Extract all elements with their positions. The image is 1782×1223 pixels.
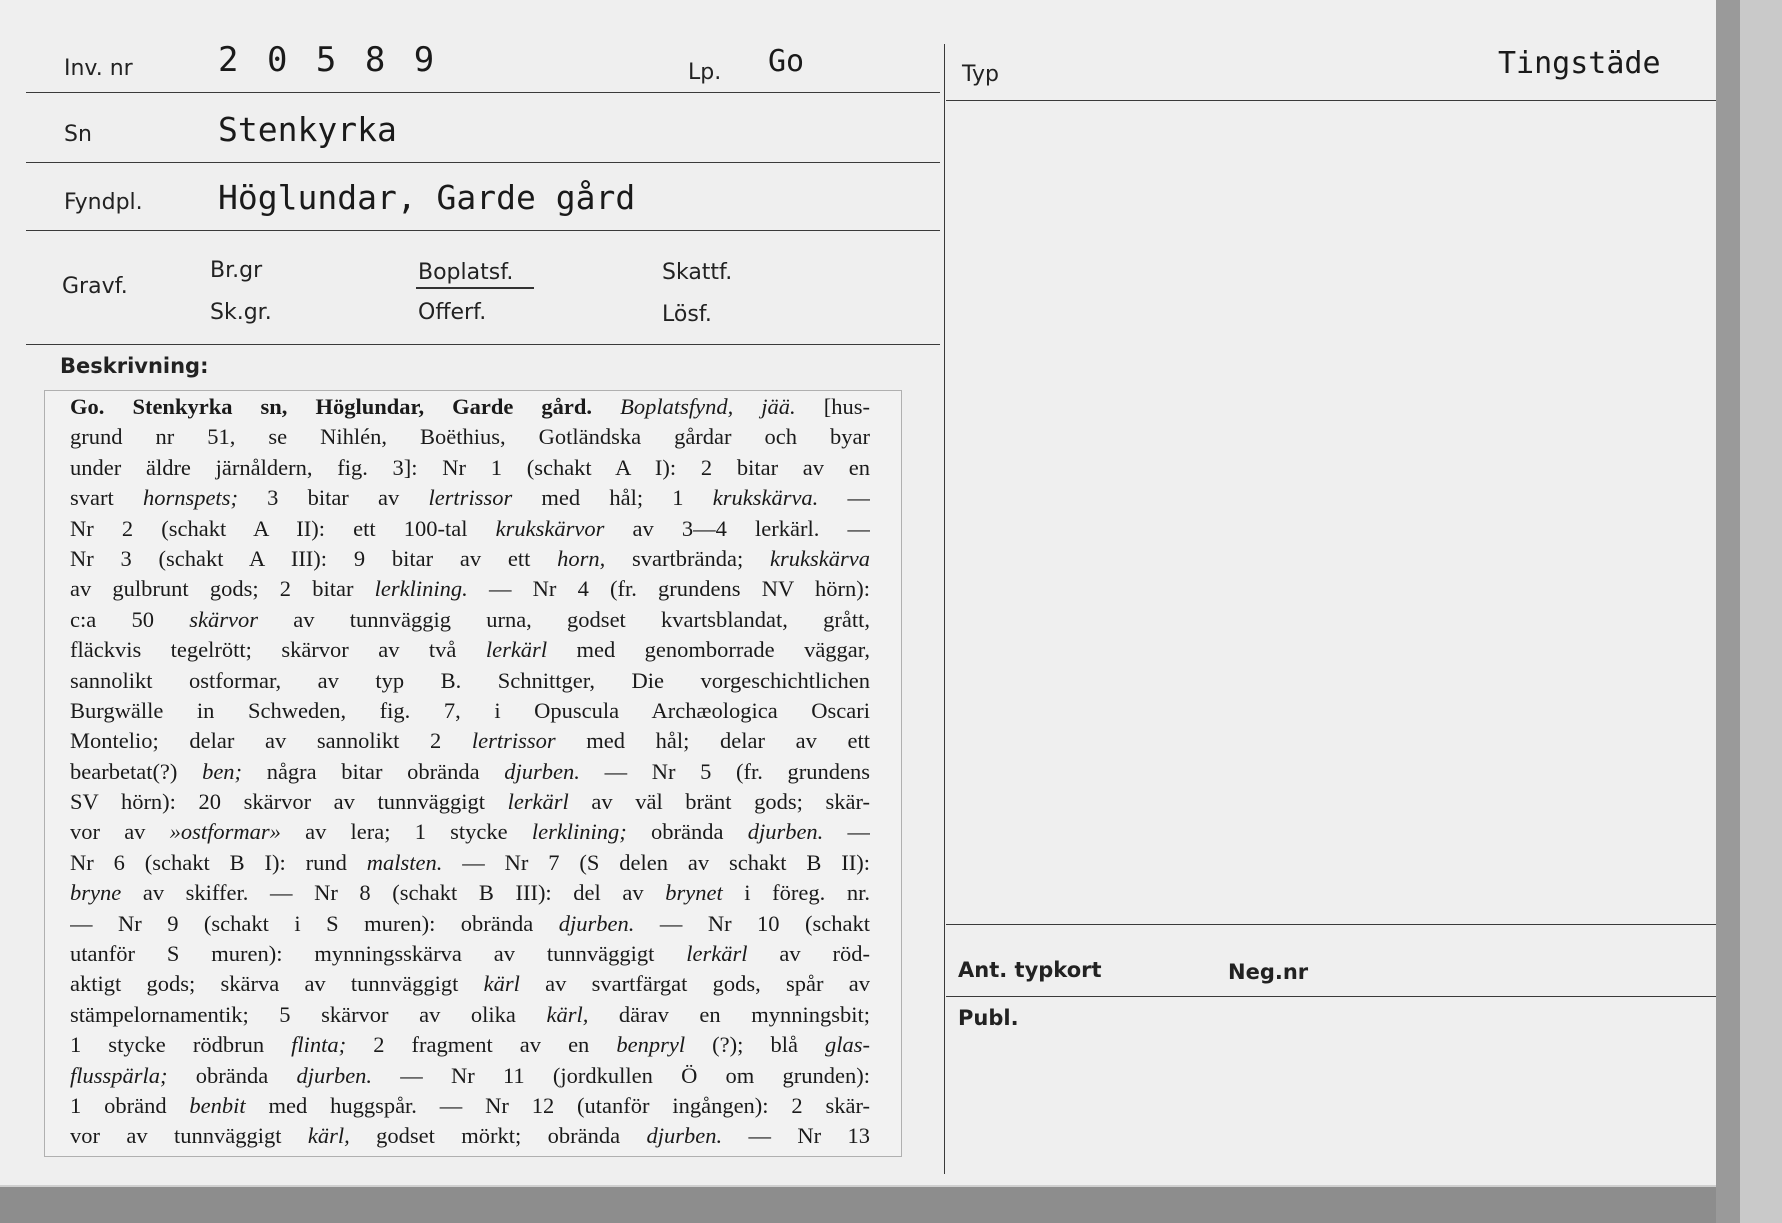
description-segment: krukskärva. bbox=[712, 485, 819, 511]
description-segment: lerklining. bbox=[374, 576, 468, 602]
description-segment: (?); blå bbox=[685, 1032, 825, 1058]
description-segment: 1 stycke rödbrun bbox=[70, 1032, 292, 1058]
description-line bbox=[70, 1091, 870, 1121]
inv-nr-value: 2 0 5 8 9 bbox=[218, 40, 439, 80]
description-segment: ben; bbox=[202, 758, 243, 784]
description-segment: SV hörn): 20 skärvor av tunnväggigt bbox=[70, 789, 508, 815]
scan-edge bbox=[0, 1187, 1716, 1223]
losf-label: Lösf. bbox=[662, 302, 712, 327]
description-line bbox=[70, 422, 870, 452]
description-line bbox=[70, 392, 870, 422]
description-segment: obrända bbox=[626, 819, 748, 845]
description-segment: — Nr 9 (schakt i S muren): obrända bbox=[70, 910, 559, 936]
description-segment: i föreg. nr. bbox=[722, 880, 870, 906]
description-segment: med genomborrade väggar, bbox=[547, 637, 870, 663]
description-segment: lertrissor bbox=[428, 485, 513, 511]
typ-value: Tingstäde bbox=[1498, 46, 1661, 81]
description-segment: utanför S muren): mynningsskärva av tunnväggigt bbox=[70, 941, 687, 967]
sn-value: Stenkyrka bbox=[218, 110, 397, 149]
description-line bbox=[70, 787, 870, 817]
description-segment: flusspärla; bbox=[70, 1062, 168, 1088]
typ-label: Typ bbox=[962, 62, 999, 87]
description-text bbox=[70, 392, 870, 1152]
description-segment: därav en mynningsbit; bbox=[588, 1001, 870, 1027]
description-line bbox=[70, 635, 870, 665]
description-segment: »ostformar» bbox=[169, 819, 281, 845]
description-segment: svartbrända; bbox=[605, 545, 771, 571]
description-segment: — bbox=[818, 485, 870, 511]
sk-gr-label: Sk.gr. bbox=[210, 300, 272, 325]
divider bbox=[946, 924, 1716, 925]
description-line bbox=[70, 848, 870, 878]
description-segment: djurben. bbox=[558, 910, 635, 936]
neg-nr-label: Neg.nr bbox=[1228, 960, 1309, 984]
description-line bbox=[70, 453, 870, 483]
description-segment: godset mörkt; obrända bbox=[349, 1123, 647, 1149]
description-segment: skärvor bbox=[189, 606, 258, 632]
description-segment: av tunnväggig urna, godset kvartsblandat, grått, bbox=[257, 606, 870, 632]
gravf-label: Gravf. bbox=[62, 274, 128, 299]
description-segment: av skiffer. — Nr 8 (schakt B III): del av bbox=[121, 880, 666, 906]
description-line bbox=[70, 544, 870, 574]
publ-label: Publ. bbox=[958, 1006, 1019, 1030]
fyndpl-value: Höglundar, Garde gård bbox=[218, 178, 636, 217]
description-segment: brynet bbox=[665, 880, 723, 906]
description-segment: benpryl bbox=[616, 1032, 686, 1058]
description-segment: krukskärva bbox=[770, 545, 870, 571]
description-segment: obrända bbox=[167, 1062, 297, 1088]
divider bbox=[26, 92, 940, 93]
description-segment: krukskärvor bbox=[495, 515, 605, 541]
divider bbox=[26, 344, 940, 345]
description-segment: fläckvis tegelrött; skärvor av två bbox=[70, 637, 486, 663]
description-segment: lerkärl bbox=[485, 637, 548, 663]
description-segment: — bbox=[823, 819, 870, 845]
description-segment: horn, bbox=[557, 545, 606, 571]
boplatsf-underline bbox=[416, 287, 534, 289]
divider bbox=[26, 162, 940, 163]
ant-typkort-label: Ant. typkort bbox=[958, 958, 1102, 982]
description-segment: 3 bitar av bbox=[237, 485, 429, 511]
description-segment: — Nr 13 bbox=[722, 1123, 870, 1149]
description-segment: svart bbox=[70, 485, 143, 511]
description-line bbox=[70, 1000, 870, 1030]
column-divider bbox=[944, 44, 945, 1174]
description-line bbox=[70, 605, 870, 635]
description-segment: — Nr 7 (S delen av schakt B II): bbox=[442, 849, 870, 875]
description-line bbox=[70, 666, 870, 696]
description-segment: djurben. bbox=[646, 1123, 723, 1149]
description-line bbox=[70, 969, 870, 999]
description-segment: lerkärl bbox=[686, 941, 748, 967]
description-segment: hornspets; bbox=[142, 485, 238, 511]
skattf-label: Skattf. bbox=[662, 260, 733, 285]
description-segment: vor av tunnväggigt bbox=[70, 1123, 308, 1149]
description-segment: aktigt gods; skärva av tunnväggigt bbox=[70, 971, 484, 997]
description-segment: bryne bbox=[70, 880, 122, 906]
description-segment: flinta; bbox=[291, 1032, 347, 1058]
description-line bbox=[70, 483, 870, 513]
sn-label: Sn bbox=[64, 122, 92, 147]
description-segment: malsten. bbox=[366, 849, 443, 875]
description-segment: kärl bbox=[483, 971, 520, 997]
boplatsf-label: Boplatsf. bbox=[418, 260, 514, 285]
description-line bbox=[70, 1030, 870, 1060]
description-segment: vor av bbox=[70, 819, 170, 845]
description-segment: djurben. bbox=[747, 819, 824, 845]
divider bbox=[26, 230, 940, 231]
scan-edge bbox=[1740, 0, 1782, 1223]
description-segment: 1 obränd bbox=[70, 1092, 190, 1118]
description-segment: med hål; 1 bbox=[512, 485, 713, 511]
description-segment: lerkärl bbox=[507, 789, 569, 815]
description-segment: av svartfärgat gods, spår av bbox=[519, 971, 870, 997]
lp-value: Go bbox=[768, 44, 805, 79]
description-segment: Boplatsfynd, jää. bbox=[620, 394, 796, 419]
description-segment: lertrissor bbox=[471, 728, 556, 754]
description-segment: Burgwälle in Schweden, fig. 7, i Opuscula Archæologica Oscari bbox=[70, 697, 870, 723]
description-segment: 2 fragment av en bbox=[346, 1032, 617, 1058]
description-segment: djurben. bbox=[504, 758, 580, 784]
divider bbox=[946, 996, 1716, 997]
description-line bbox=[70, 1121, 870, 1151]
fyndpl-label: Fyndpl. bbox=[64, 190, 143, 215]
description-segment: Nr 6 (schakt B I): rund bbox=[70, 849, 367, 875]
description-segment: stämpelornamentik; 5 skärvor av olika bbox=[70, 1001, 547, 1027]
description-line bbox=[70, 726, 870, 756]
description-segment: — Nr 10 (schakt bbox=[634, 910, 870, 936]
description-segment: av röd- bbox=[747, 941, 870, 967]
description-segment: djurben. bbox=[296, 1062, 373, 1088]
description-segment: Montelio; delar av sannolikt 2 bbox=[70, 728, 472, 754]
description-segment: kärl, bbox=[546, 1001, 589, 1027]
description-segment: Go. Stenkyrka sn, Höglundar, Garde gård. bbox=[70, 394, 593, 419]
description-line bbox=[70, 909, 870, 939]
description-segment: Nr 2 (schakt A II): ett 100-tal bbox=[70, 515, 496, 541]
description-segment: [hus- bbox=[795, 394, 870, 419]
description-segment: — Nr 5 (fr. grundens bbox=[579, 758, 870, 784]
description-segment: av väl bränt gods; skär- bbox=[568, 789, 870, 815]
description-line bbox=[70, 514, 870, 544]
description-line bbox=[70, 939, 870, 969]
description-segment: av 3—4 lerkärl. — bbox=[604, 515, 870, 541]
description-segment: — Nr 4 (fr. grundens NV hörn): bbox=[467, 576, 870, 602]
description-line bbox=[70, 878, 870, 908]
description-segment bbox=[592, 394, 620, 419]
description-segment: av lera; 1 stycke bbox=[280, 819, 532, 845]
description-line bbox=[70, 1061, 870, 1091]
description-segment: med huggspår. — Nr 12 (utanför ingången): 2 skär- bbox=[245, 1092, 870, 1118]
description-segment: av gulbrunt gods; 2 bitar bbox=[70, 576, 375, 602]
description-segment: lerklining; bbox=[531, 819, 627, 845]
description-line bbox=[70, 574, 870, 604]
description-segment: — Nr 11 (jordkullen Ö om grunden): bbox=[372, 1062, 870, 1088]
description-line bbox=[70, 696, 870, 726]
description-segment: Nr 3 (schakt A III): 9 bitar av ett bbox=[70, 545, 558, 571]
br-gr-label: Br.gr bbox=[210, 258, 263, 283]
description-segment: glas- bbox=[825, 1032, 870, 1058]
description-segment: med hål; delar av ett bbox=[555, 728, 870, 754]
inv-nr-label: Inv. nr bbox=[64, 56, 133, 81]
beskrivning-label: Beskrivning: bbox=[60, 354, 209, 378]
description-segment: benbit bbox=[189, 1092, 246, 1118]
description-line bbox=[70, 817, 870, 847]
description-line bbox=[70, 757, 870, 787]
description-segment: c:a 50 bbox=[70, 606, 190, 632]
description-segment: kärl, bbox=[307, 1123, 350, 1149]
description-segment: under äldre järnåldern, fig. 3]: Nr 1 (schakt A I): 2 bitar av en bbox=[70, 454, 870, 480]
description-segment: några bitar obrända bbox=[242, 758, 505, 784]
description-segment: bearbetat(?) bbox=[70, 758, 203, 784]
divider bbox=[946, 100, 1716, 101]
description-segment: grund nr 51, se Nihlén, Boëthius, Gotländska gårdar och byar bbox=[70, 424, 870, 450]
lp-label: Lp. bbox=[688, 60, 722, 85]
offerf-label: Offerf. bbox=[418, 300, 487, 325]
description-segment: sannolikt ostformar, av typ B. Schnittger, Die vorgeschichtlichen bbox=[70, 667, 870, 693]
